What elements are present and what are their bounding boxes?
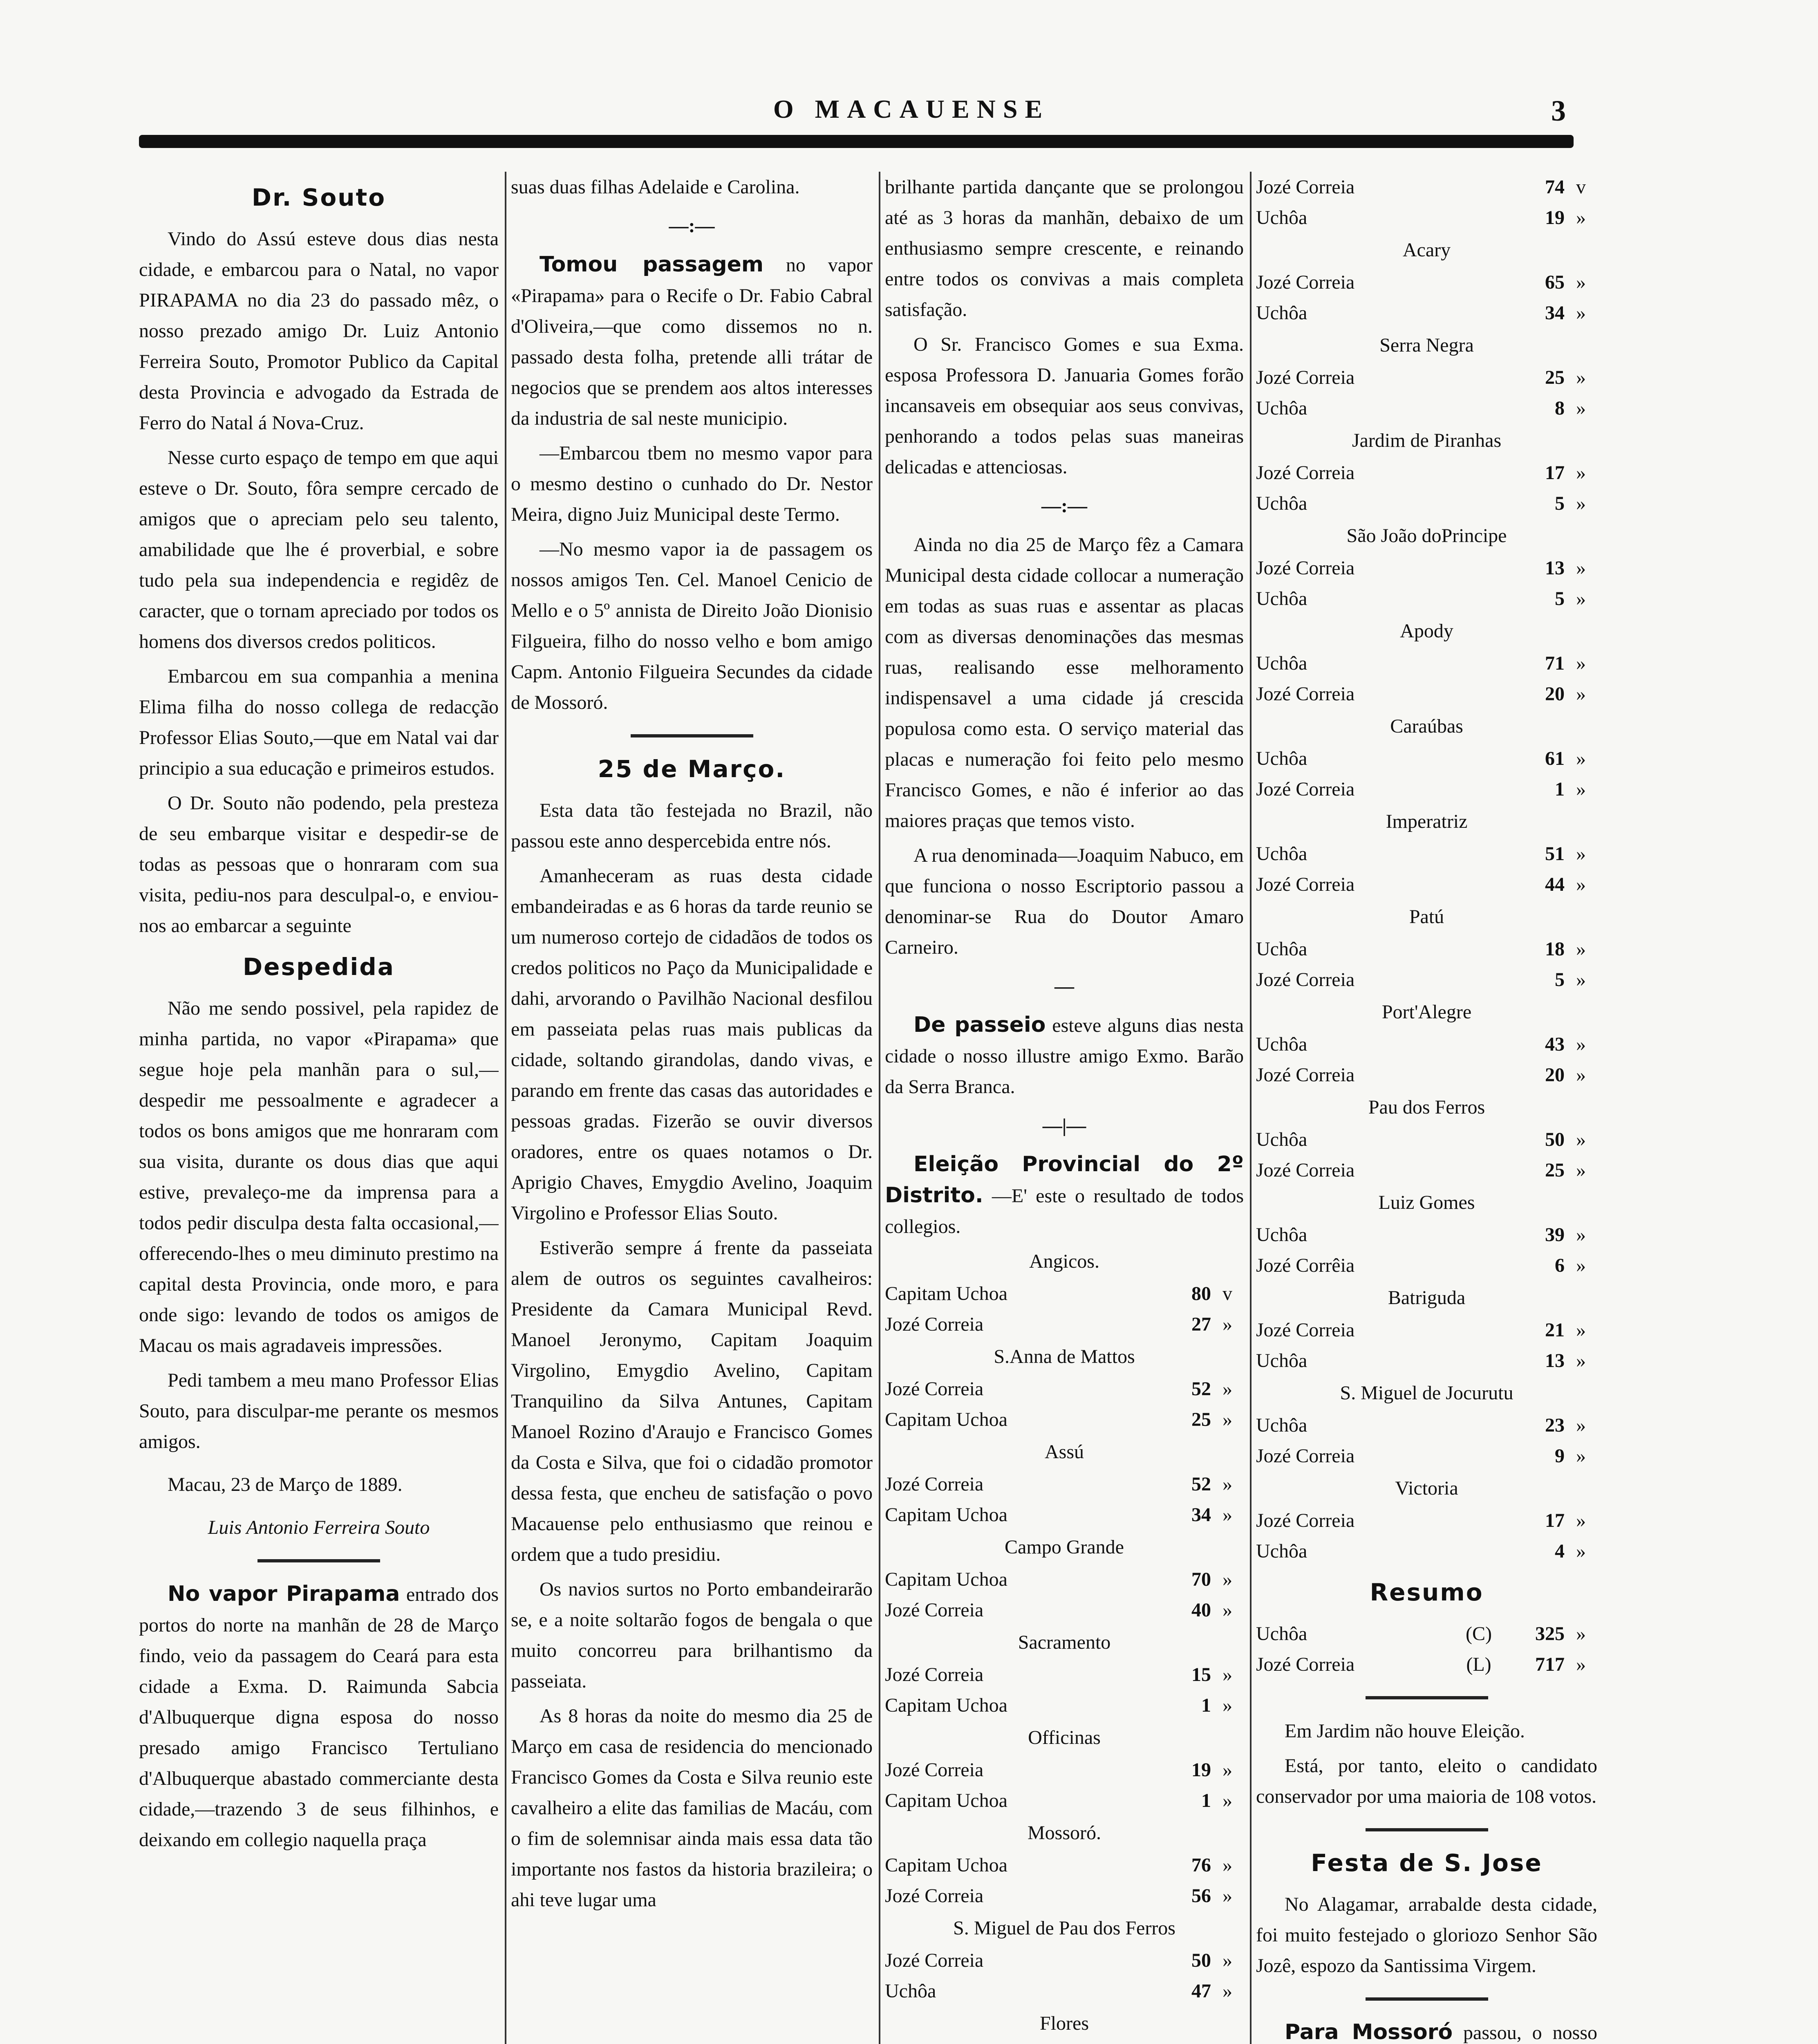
vote-count: 325: [1535, 1623, 1565, 1645]
place-name: Victoria: [1395, 1477, 1458, 1499]
vote-count: 52: [1191, 1378, 1211, 1400]
newspaper-title: O MACAUENSE: [773, 94, 1050, 123]
paragraph: Ainda no dia 25 de Março fêz a Camara Municipal desta cidade collocar a numeração em todas as suas ruas e assentar as placas com as diversas denominações das mesmas ruas, realisando esse melhoramento indispensavel a uma cidade já crescida populosa como esta. O serviço material das placas e numeração foi feito pelo mesmo Francisco Gomes, e não é inferior ao das maiores praças que temos visto.: [885, 534, 1244, 831]
paragraph: Pedi tambem a meu mano Professor Elias Souto, para disculpar-me perante os mesmos amigos.: [139, 1369, 499, 1452]
ditto-mark: »: [1576, 1159, 1586, 1181]
candidate-name: Jozé Corrêia: [1256, 1255, 1355, 1276]
vote-row: [885, 2040, 1244, 2044]
candidate-name: [885, 2040, 1150, 2044]
candidate-name: Jozé Correia: [1256, 1064, 1355, 1086]
vote-row: [885, 1404, 1244, 1435]
paragraph-text: —E' este o resultado de todos collegios.: [885, 1185, 1244, 1237]
article-title-despedida: Despedida: [243, 953, 395, 981]
resumo-title: Resumo: [1370, 1578, 1484, 1606]
place-name: S. Miguel de Jocurutu: [1340, 1382, 1514, 1404]
vote-row: [885, 1564, 1244, 1595]
candidate-name: Uchôa: [1256, 493, 1308, 514]
masthead: [0, 0, 1818, 155]
vote-row: [1256, 267, 1597, 298]
column-4: [1256, 172, 1597, 2044]
vote-count: 27: [1191, 1313, 1211, 1335]
candidate-name: Uchôa: [885, 1980, 936, 2002]
ditto-mark: »: [1222, 1790, 1232, 1811]
vote-count: 9: [1555, 1445, 1565, 1467]
vote-row: [1256, 202, 1597, 233]
ditto-mark: »: [1576, 1445, 1586, 1467]
paragraph: Não me sendo possivel, pela rapidez de minha partida, no vapor «Pirapama» que segue hoje pela manhãn para o sul,— despedir me pessoalmente e agradecer a todos os bons amigos que me honraram com sua visita, durante os dous dias que aqui estive, prevaleço-me da imprensa para a todos pedir disculpa desta falta occasional,— offerecendo-lhes o meu diminuto prestimo na capital desta Provincia, onde moro, e para onde sigo: levando de todos os amigos de Macau os mais agradaveis impressões.: [139, 997, 499, 1356]
vote-count: 61: [1545, 748, 1565, 769]
place-name: Luiz Gomes: [1378, 1192, 1475, 1213]
ditto-mark: »: [1576, 843, 1586, 865]
place-name: Port'Alegre: [1381, 1001, 1472, 1023]
vote-row: [1256, 1441, 1597, 1471]
paragraph: Embarcou em sua companhia a menina Elima filha do nosso collega de redacção Professor Elias Souto,—que em Natal vai dar principio a sua educação e primeiros estudos.: [139, 666, 499, 779]
column-divider: [505, 172, 506, 2044]
column-divider: [879, 172, 880, 2044]
ditto-mark: »: [1576, 1319, 1586, 1341]
vote-row: [1256, 362, 1597, 393]
place-name: Caraúbas: [1390, 715, 1463, 737]
vote-row: [1256, 1505, 1597, 1536]
vote-count: 4: [1555, 1540, 1565, 1562]
ditto-mark: »: [1222, 1854, 1232, 1876]
paragraph: Estiverão sempre á frente da passeiata alem de outros os seguintes cavalheiros: Presidente da Camara Municipal Revd. Manoel Jeronymo, Capitam Joaquim Virgolino, Emygdio Avelino, Capitam Tranquilino da Silva Antunes, Capitam Manoel Rozino d'Araujo e Francisco Gomes da Costa e Silva, que foi o cidadão promotor dessa festa, que encheu de satisfação o povo Macauense pelo enthusiasmo que reinou e ordem que a tudo presidiu.: [511, 1237, 873, 1565]
vote-count: 52: [1191, 1473, 1211, 1495]
candidate-name: Uchôa: [1256, 843, 1308, 865]
vote-count: 80: [1191, 1283, 1211, 1304]
candidate-name: Uchôa: [1256, 302, 1308, 324]
vote-row: [1256, 553, 1597, 583]
vote-count: 23: [1545, 1414, 1565, 1436]
candidate-name: Capitam Uchoa: [885, 1790, 1008, 1811]
ditto-mark: »: [1576, 1540, 1586, 1562]
vote-count: 71: [1545, 652, 1565, 674]
paragraph: [885, 1149, 1244, 1242]
vote-count: 717: [1535, 1654, 1565, 1675]
ditto-mark: »: [1222, 1759, 1232, 1781]
ditto-mark: »: [1576, 1654, 1586, 1675]
paragraph: —Embarcou tbem no mesmo vapor para o mesmo destino o cunhado do Dr. Nestor Meira, digno Juiz Municipal deste Termo.: [511, 442, 873, 525]
vote-count: 50: [1191, 1950, 1211, 1971]
party-label: (C): [1466, 1623, 1492, 1645]
vote-count: 5: [1555, 588, 1565, 610]
vote-row: [885, 1976, 1244, 2006]
article-title-festa: Festa de S. Jose: [1311, 1849, 1543, 1877]
candidate-name: Capitam Uchoa: [885, 1409, 1008, 1430]
place-name: Acary: [1402, 239, 1451, 261]
column-1: [139, 172, 499, 2044]
vote-row: [1256, 1250, 1597, 1281]
vote-row: [1256, 583, 1597, 614]
vote-count: 17: [1545, 462, 1565, 484]
paragraph: brilhante partida dançante que se prolongou até as 3 horas da manhãn, debaixo de um enthusiasmo sempre crescente, e reinando entre todos os convivas a mais completa satisfação.: [885, 176, 1244, 320]
paragraph: Os navios surtos no Porto embandeirarão se, e a noite soltarão fogos de bengala o que muito concorreu para brilhantismo da passeiata.: [511, 1578, 873, 1692]
paragraph-text: no vapor «Pirapama» para o Recife o Dr. Fabio Cabral d'Oliveira,—que como dissemos no n. passado desta folha, pretende alli trátar de negocios que se prendem aos altos interesses da industria de sal neste municipio.: [511, 254, 873, 429]
vote-count: 25: [1545, 1159, 1565, 1181]
candidate-name: Jozé Correia: [885, 1664, 984, 1685]
ditto-mark: »: [1222, 1950, 1232, 1971]
ditto-mark: »: [1576, 652, 1586, 674]
signature: Luis Antonio Ferreira Souto: [208, 1517, 430, 1538]
vote-count: 17: [1545, 1510, 1565, 1531]
candidate-name: Jozé Correia: [1256, 271, 1355, 293]
place-name: Mossoró.: [1027, 1822, 1102, 1844]
vote-count: 15: [1191, 1664, 1211, 1685]
candidate-name: Jozé Correia: [1256, 1159, 1355, 1181]
paragraph: [139, 1579, 499, 1855]
run-in-heading: No vapor Pirapama: [168, 1582, 400, 1606]
ditto-mark: »: [1576, 778, 1586, 800]
candidate-name: Jozé Correia: [1256, 557, 1355, 579]
vote-row: [1256, 1649, 1597, 1680]
candidate-name: Uchôa: [1256, 748, 1308, 769]
ditto-mark: »: [1576, 557, 1586, 579]
vote-row: [1256, 934, 1597, 964]
vote-row: [1256, 1124, 1597, 1155]
paragraph-text: passou, o nosso: [1463, 2022, 1597, 2044]
vote-row: [885, 1755, 1244, 1785]
separator-rule: [631, 734, 753, 737]
candidate-name: Jozé Correia: [885, 1950, 984, 1971]
place-name: Pau dos Ferros: [1368, 1096, 1485, 1118]
vote-count: 1: [1201, 1694, 1211, 1716]
candidate-name: Uchôa: [1256, 1414, 1308, 1436]
ditto-mark: »: [1576, 302, 1586, 324]
ditto-mark: »: [1222, 1473, 1232, 1495]
paragraph: No Alagamar, arrabalde desta cidade, foi muito festejado o gloriozo Senhor São Jozê, espozo da Santissima Virgem.: [1256, 1894, 1597, 1977]
ditto-mark: »: [1576, 1414, 1586, 1436]
vote-row: [885, 1469, 1244, 1499]
candidate-name: Jozé Correia: [1256, 176, 1355, 198]
candidate-name: Jozé Correia: [885, 1599, 984, 1621]
candidate-name: Jozé Correia: [885, 1759, 984, 1781]
paragraph: O Dr. Souto não podendo, pela presteza de seu embarque visitar e despedir-se de todas as pessoas que o honraram com sua visita, pediu-nos para desculpal-o, e enviou-nos ao embarcar a seguinte: [139, 792, 499, 937]
paragraph: —No mesmo vapor ia de passagem os nossos amigos Ten. Cel. Manoel Cenicio de Mello e o 5º annista de Direito João Dionisio Filgueira, filho do nosso velho e bom amigo Capm. Antonio Filgueira Secundes da cidade de Mossoró.: [511, 538, 873, 713]
vote-row: [1256, 1315, 1597, 1345]
vote-row: [885, 1374, 1244, 1404]
vote-count: 8: [1555, 397, 1565, 419]
column-2: [511, 172, 873, 2044]
vote-row: [1256, 298, 1597, 328]
separator-rule: [1366, 1997, 1488, 2001]
paragraph: As 8 horas da noite do mesmo dia 25 de Março em casa de residencia do mencionado Francisco Gomes da Costa e Silva reunio este cavalheiro a elite das familias de Macáu, com o fim de solemnisar ainda mais essa data tão importante nos fastos da historia brazileira; o ahi teve lugar uma: [511, 1705, 873, 1911]
vote-row: [1256, 1536, 1597, 1567]
vote-row: [885, 1850, 1244, 1880]
page-number: 3: [1551, 94, 1566, 127]
vote-row: [885, 1278, 1244, 1309]
ditto-mark: »: [1576, 1350, 1586, 1372]
candidate-name: Uchôa: [1256, 1540, 1308, 1562]
resumo-table: [1256, 1618, 1597, 1680]
candidate-name: Uchôa: [1256, 588, 1308, 610]
candidate-name: Uchôa: [1256, 207, 1308, 229]
vote-row: [885, 1785, 1244, 1816]
vote-count: 65: [1545, 271, 1565, 293]
separator-rule: [257, 1559, 380, 1562]
place-name: Jardim de Piranhas: [1352, 430, 1502, 451]
vote-count: 19: [1191, 1759, 1211, 1781]
place-name: Angicos.: [1029, 1251, 1099, 1272]
place-name: S. Miguel de Pau dos Ferros: [953, 1917, 1175, 1939]
vote-count: 20: [1545, 683, 1565, 705]
vote-count: 20: [1545, 1064, 1565, 1086]
ditto-mark: »: [1222, 1664, 1232, 1685]
paragraph: Amanheceram as ruas desta cidade embandeiradas e as 6 horas da tarde reunio se um numeroso cortejo de cidadãos de todos os credos politicos no Paço da Municipalidade e dahi, arvorando o Pavilhão Nacional desfilou em passeiata pelas ruas mais publicas da cidade, soltando girandolas, dando vivas, e parando em frente das casas das autoridades e pessoas gradas. Fizerão se ouvir diversos oradores, entre os quaes notamos o Dr. Aprigio Chaves, Emygdio Avelino, Joaquim Virgolino e Professor Elias Souto.: [511, 865, 873, 1224]
vote-count: 44: [1545, 874, 1565, 895]
column-3: [885, 172, 1244, 2044]
ditto-mark: »: [1576, 493, 1586, 514]
place-name: Serra Negra: [1379, 334, 1474, 356]
vote-row: [1256, 457, 1597, 488]
candidate-name: Uchôa: [1256, 1033, 1308, 1055]
place-name: Assú: [1044, 1441, 1084, 1463]
vote-row: [1256, 1618, 1597, 1649]
separator-rule: [1366, 1696, 1488, 1699]
vote-row: [885, 1880, 1244, 1911]
vote-count: 70: [1191, 1569, 1211, 1590]
candidate-name: Capitam Uchoa: [885, 1569, 1008, 1590]
candidate-name: Uchôa: [1256, 1623, 1308, 1645]
vote-row: [885, 1659, 1244, 1690]
vote-row: [1256, 1345, 1597, 1376]
separator-rule: [1366, 1828, 1488, 1831]
candidate-name: Jozé Correia: [885, 1473, 984, 1495]
article-title-25-marco: 25 de Março.: [598, 755, 786, 783]
party-label: (L): [1466, 1654, 1491, 1675]
run-in-heading: Tomou passagem: [540, 252, 764, 277]
vote-row: [1256, 679, 1597, 709]
ditto-mark: »: [1222, 1694, 1232, 1716]
candidate-name: Jozé Correia: [1256, 1445, 1355, 1467]
candidate-name: Jozé Correia: [885, 1885, 984, 1907]
candidate-name: Uchôa: [1256, 1224, 1308, 1246]
vote-count: 13: [1545, 1350, 1565, 1372]
vote-count: 34: [1545, 302, 1565, 324]
ditto-mark: »: [1576, 969, 1586, 991]
place-name: Campo Grande: [1005, 1536, 1124, 1558]
vote-row: [1256, 869, 1597, 900]
vote-count: 13: [1545, 557, 1565, 579]
paragraph: Em Jardim não houve Eleição.: [1285, 1720, 1525, 1742]
candidate-name: Jozé Correia: [885, 1313, 984, 1335]
vote-count: 25: [1545, 367, 1565, 388]
candidate-name: Jozé Correia: [1256, 683, 1355, 705]
masthead-rule: [139, 135, 1574, 148]
candidate-name: Jozé Correia: [885, 1378, 984, 1400]
ditto-mark: »: [1576, 1033, 1586, 1055]
vote-count: 39: [1545, 1224, 1565, 1246]
vote-count: 5: [1555, 493, 1565, 514]
ditto-mark: »: [1576, 1224, 1586, 1246]
ditto-mark: v: [1222, 1283, 1232, 1304]
paragraph: A rua denominada—Joaquim Nabuco, em que funciona o nosso Escriptorio passou a denominar-se Rua do Doutor Amaro Carneiro.: [885, 845, 1244, 958]
place-name: Batriguda: [1388, 1287, 1466, 1309]
vote-row: [1256, 1060, 1597, 1090]
candidate-name: Jozé Correia: [1256, 367, 1355, 388]
paragraph: [511, 249, 873, 434]
place-name: São João doPrincipe: [1346, 525, 1507, 547]
ditto-mark: v: [1576, 176, 1586, 198]
ditto-mark: »: [1222, 1313, 1232, 1335]
vote-row: [1256, 838, 1597, 869]
vote-row: [1256, 1219, 1597, 1250]
ditto-mark: »: [1222, 1378, 1232, 1400]
ditto-mark: [1211, 2040, 1244, 2044]
vote-row: [1256, 393, 1597, 424]
place-name: Officinas: [1028, 1727, 1101, 1748]
vote-row: [885, 1499, 1244, 1530]
ditto-mark: »: [1222, 1980, 1232, 2002]
ditto-mark: »: [1576, 1255, 1586, 1276]
paragraph: suas duas filhas Adelaide e Carolina.: [511, 176, 800, 198]
paragraph: Nesse curto espaço de tempo em que aqui esteve o Dr. Souto, fôra sempre cercado de amigos que o apreciam pelo seu talento, amabilidade que lhe é proverbial, e sobre tudo pela sua independencia e regidêz de caracter, que o tornam apreciado por todos os homens dos diversos credos politicos.: [139, 447, 499, 652]
separator: —:—: [1041, 495, 1087, 517]
place-name: Patú: [1409, 906, 1444, 928]
vote-row: [885, 1945, 1244, 1976]
paragraph: [885, 1010, 1244, 1102]
paragraph: Vindo do Assú esteve dous dias nesta cidade, e embarcou para o Natal, no vapor PIRAPAMA no dia 23 do passado mêz, o nosso prezado amigo Dr. Luiz Antonio Ferreira Souto, Promotor Publico da Capital desta Provincia e advogado da Estrada de Ferro do Natal á Nova-Cruz.: [139, 228, 499, 434]
candidate-name: Jozé Correia: [1256, 462, 1355, 484]
vote-row: [1256, 1410, 1597, 1441]
candidate-name: Jozé Correia: [1256, 778, 1355, 800]
vote-count: 76: [1191, 1854, 1211, 1876]
candidate-name: Jozé Correia: [1256, 969, 1355, 991]
candidate-name: Uchôa: [1256, 397, 1308, 419]
candidate-name: Jozé Correia: [1256, 1319, 1355, 1341]
ditto-mark: »: [1576, 462, 1586, 484]
vote-row: [1256, 964, 1597, 995]
vote-row: [1256, 743, 1597, 774]
candidate-name: Capitam Uchoa: [885, 1504, 1008, 1526]
ditto-mark: »: [1576, 1623, 1586, 1645]
paragraph: Esta data tão festejada no Brazil, não passou este anno despercebida entre nós.: [511, 800, 873, 852]
vote-count: 25: [1191, 1409, 1211, 1430]
ditto-mark: »: [1222, 1599, 1232, 1621]
ditto-mark: »: [1576, 367, 1586, 388]
run-in-heading: De passeio: [913, 1013, 1046, 1037]
paragraph-text: esteve alguns dias nesta cidade o nosso illustre amigo Exmo. Barão da Serra Branca.: [885, 1015, 1244, 1098]
ditto-mark: »: [1222, 1504, 1232, 1526]
candidate-name: Jozé Correia: [1256, 1510, 1355, 1531]
candidate-name: Jozé Correia: [1256, 1654, 1355, 1675]
candidate-name: Capitam Uchoa: [885, 1854, 1008, 1876]
candidate-name: Capitam Uchoa: [885, 1694, 1008, 1716]
separator: —|—: [1042, 1115, 1086, 1136]
paragraph: [1256, 2017, 1597, 2044]
place-name: Imperatriz: [1386, 811, 1468, 832]
paragraph-text: entrado dos portos do norte na manhãn de 28 de Março findo, veio da passagem do Ceará para esta cidade a Exma. D. Raimunda Sabcia d'Albuquerque digna esposa do nosso presado amigo Francisco Tertuliano d'Albuquerque abastado commerciante desta cidade,—trazendo 3 de seus filhinhos, e deixando em collegio naquella praça: [139, 1584, 499, 1851]
ditto-mark: »: [1576, 1129, 1586, 1150]
vote-count: 5: [1555, 969, 1565, 991]
election-results: [885, 1246, 1244, 2044]
ditto-mark: »: [1222, 1885, 1232, 1907]
vote-count: [1150, 2040, 1211, 2044]
separator: —:—: [669, 215, 715, 237]
ditto-mark: »: [1576, 748, 1586, 769]
vote-count: 18: [1545, 938, 1565, 960]
ditto-mark: »: [1576, 397, 1586, 419]
vote-count: 74: [1545, 176, 1565, 198]
ditto-mark: »: [1576, 271, 1586, 293]
candidate-name: Uchôa: [1256, 652, 1308, 674]
vote-row: [1256, 1029, 1597, 1060]
ditto-mark: »: [1576, 874, 1586, 895]
vote-count: 51: [1545, 843, 1565, 865]
ditto-mark: »: [1576, 683, 1586, 705]
vote-count: 47: [1191, 1980, 1211, 2002]
ditto-mark: »: [1222, 1569, 1232, 1590]
place-name: Apody: [1400, 620, 1453, 642]
place-name: Sacramento: [1018, 1632, 1111, 1653]
vote-count: 19: [1545, 207, 1565, 229]
election-results-continued: [1256, 172, 1597, 233]
paragraph: O Sr. Francisco Gomes e sua Exma. esposa Professora D. Januaria Gomes forão incansaveis em obsequiar aos seus convivas, penhorando a todos pelas suas maneiras delicadas e attenciosas.: [885, 334, 1244, 478]
vote-count: 1: [1201, 1790, 1211, 1811]
candidate-name: Uchôa: [1256, 938, 1308, 960]
column-divider: [1250, 172, 1252, 2044]
place-name: S.Anna de Mattos: [994, 1346, 1135, 1367]
paragraph: Está, por tanto, eleito o candidato conservador por uma maioria de 108 votos.: [1256, 1755, 1597, 1807]
ditto-mark: »: [1576, 207, 1586, 229]
vote-row: [1256, 1155, 1597, 1186]
candidate-name: Uchôa: [1256, 1350, 1308, 1372]
ditto-mark: »: [1222, 1409, 1232, 1430]
candidate-name: Uchôa: [1256, 1129, 1308, 1150]
vote-count: 6: [1555, 1255, 1565, 1276]
run-in-heading: Eleição Provincial do 2º Distrito.: [885, 1152, 1244, 1208]
dateline: Macau, 23 de Março de 1889.: [168, 1474, 403, 1495]
vote-row: [1256, 774, 1597, 805]
vote-count: 34: [1191, 1504, 1211, 1526]
vote-count: 43: [1545, 1033, 1565, 1055]
vote-row: [885, 1595, 1244, 1625]
separator: —: [1055, 975, 1074, 997]
candidate-name: Capitam Uchoa: [885, 1283, 1008, 1304]
vote-count: 50: [1545, 1129, 1565, 1150]
vote-row: [885, 1309, 1244, 1340]
vote-count: 21: [1545, 1319, 1565, 1341]
vote-count: 1: [1555, 778, 1565, 800]
vote-row: [1256, 172, 1597, 202]
ditto-mark: »: [1576, 938, 1586, 960]
election-results: [1256, 235, 1597, 1567]
article-title-souto: Dr. Souto: [251, 184, 386, 211]
vote-count: 40: [1191, 1599, 1211, 1621]
run-in-heading: Para Mossoró: [1285, 2020, 1453, 2044]
ditto-mark: »: [1576, 588, 1586, 610]
ditto-mark: »: [1576, 1510, 1586, 1531]
ditto-mark: »: [1576, 1064, 1586, 1086]
vote-row: [1256, 648, 1597, 679]
vote-row: [885, 1690, 1244, 1721]
vote-count: 56: [1191, 1885, 1211, 1907]
place-name: Flores: [1040, 2013, 1089, 2034]
candidate-name: Jozé Correia: [1256, 874, 1355, 895]
vote-row: [1256, 488, 1597, 519]
